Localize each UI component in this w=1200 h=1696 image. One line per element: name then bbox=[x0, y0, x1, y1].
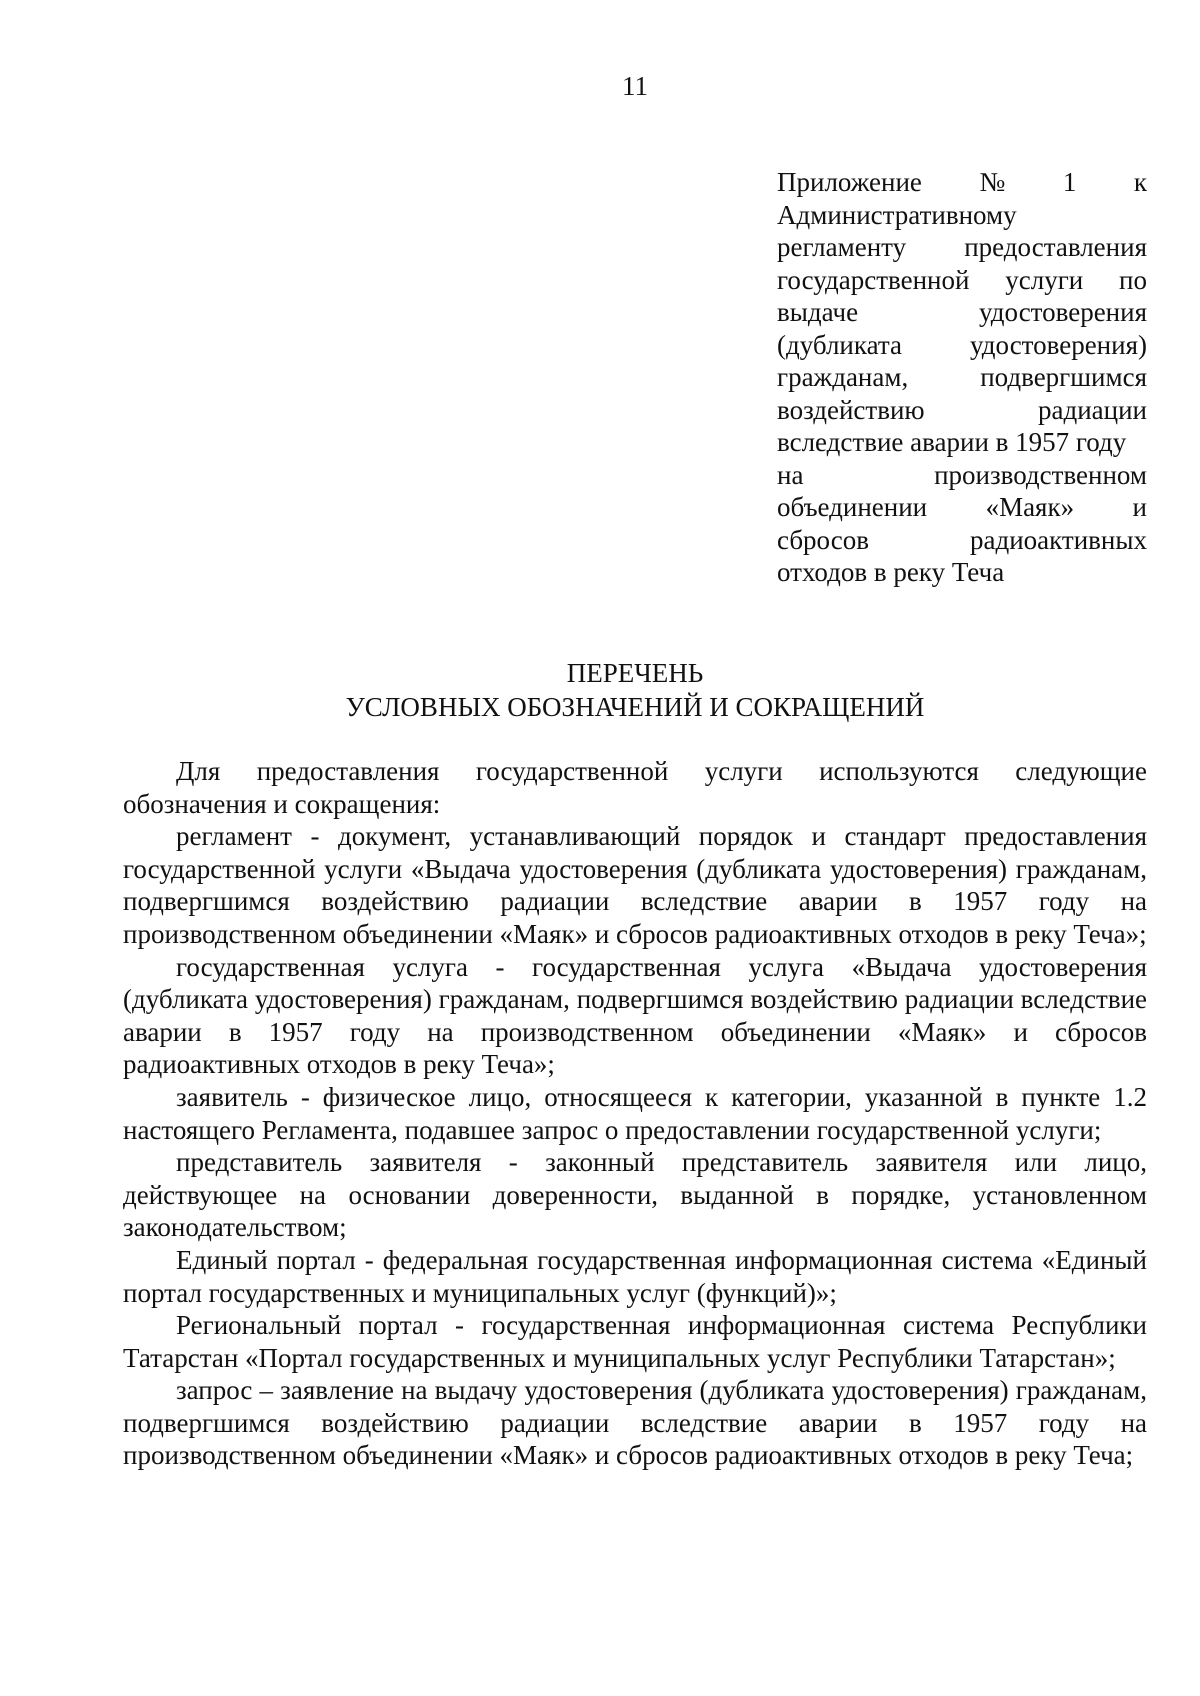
annex-word: производственном bbox=[934, 459, 1147, 490]
annex-line bbox=[777, 556, 1147, 589]
annex-line bbox=[777, 491, 1147, 524]
document-body bbox=[123, 755, 1147, 1472]
annex-word: объединении bbox=[777, 492, 928, 522]
annex-line bbox=[777, 231, 1147, 264]
annex-word: услуги bbox=[1005, 264, 1084, 295]
paragraph-definition: регламент - документ, устанавливающий порядок и стандарт предоставления государственной услуги «Выдача удостоверения (дубликата удостоверения) гражданам, подвергшимся воздействию радиации вследствие аварии в 1957 году на производственном объединении «Маяк» и сбросов радиоактивных отходов в реку Теча»; bbox=[123, 821, 1147, 949]
annex-word: гражданам, bbox=[777, 362, 909, 392]
paragraph-definition: Единый портал - федеральная государственная информационная система «Единый портал государственных и муниципальных услуг (функций)»; bbox=[123, 1244, 1147, 1308]
annex-line bbox=[777, 264, 1147, 297]
paragraph-definition: Региональный портал - государственная информационная система Республики Татарстан «Портал государственных и муниципальных услуг Республики Татарстан»; bbox=[123, 1310, 1147, 1373]
annex-word: к bbox=[1133, 167, 1147, 197]
paragraph-definition: заявитель - физическое лицо, относящееся к категории, указанной в пункте 1.2 настоящего Регламента, подавшее запрос о предоставлении государственной услуги; bbox=[123, 1081, 1147, 1145]
annex-line bbox=[777, 199, 1147, 232]
paragraph-definition: запрос – заявление на выдачу удостоверения (дубликата удостоверения) гражданам, подвергшимся воздействию радиации вследствие аварии в 1957 году на производственном объединении «Маяк» и сбросов радиоактивных отходов в реку Теча; bbox=[123, 1375, 1147, 1471]
annex-word: государственной bbox=[777, 264, 970, 295]
annex-header bbox=[777, 166, 1147, 589]
annex-line bbox=[777, 394, 1147, 427]
annex-word: Приложение bbox=[777, 167, 922, 197]
annex-word: радиоактивных bbox=[969, 524, 1147, 555]
annex-word: выдаче bbox=[777, 297, 859, 327]
annex-word: сбросов bbox=[777, 524, 869, 555]
paragraph-definition: государственная услуга - государственная услуга «Выдача удостоверения (дубликата удостоверения) гражданам, подвергшимся воздействию радиации вследствие аварии в 1957 году на производственном объединении «Маяк» и сбросов радиоактивных отходов в реку Теча»; bbox=[123, 951, 1147, 1080]
annex-line bbox=[777, 361, 1147, 394]
annex-line bbox=[777, 296, 1147, 329]
annex-line bbox=[777, 329, 1147, 362]
annex-word: предоставления bbox=[964, 232, 1147, 262]
annex-word: радиации bbox=[1037, 394, 1147, 425]
paragraph-definition: представитель заявителя - законный представитель заявителя или лицо, действующее на основании доверенности, выданной в порядке, установленном законодательством; bbox=[123, 1147, 1147, 1243]
annex-word: и bbox=[1132, 492, 1147, 522]
document-title-line1: ПЕРЕЧЕНЬ bbox=[566, 658, 704, 688]
annex-line bbox=[777, 524, 1147, 557]
annex-line bbox=[777, 426, 1147, 459]
annex-word: удостоверения) bbox=[969, 329, 1147, 360]
document-title-line2: УСЛОВНЫХ ОБОЗНАЧЕНИЙ И СОКРАЩЕНИЙ bbox=[345, 692, 925, 722]
annex-word: № bbox=[979, 167, 1006, 197]
annex-word: по bbox=[1119, 264, 1147, 295]
annex-word: 1 bbox=[1062, 167, 1077, 197]
page-number: 11 bbox=[622, 71, 648, 101]
annex-word: регламенту bbox=[777, 232, 907, 262]
annex-word: Административному bbox=[777, 199, 1017, 230]
annex-line bbox=[777, 459, 1147, 492]
annex-word: на bbox=[777, 459, 804, 490]
annex-word: отходов в реку Теча bbox=[777, 557, 1005, 587]
annex-word: вследствие аварии в 1957 году bbox=[777, 427, 1127, 457]
paragraph-intro: Для предоставления государственной услуги используются следующие обозначения и сокращения: bbox=[123, 756, 1147, 819]
annex-word: подвергшимся bbox=[980, 362, 1147, 392]
annex-word: удостоверения bbox=[978, 297, 1147, 327]
annex-word: воздействию bbox=[777, 394, 925, 425]
annex-word: «Маяк» bbox=[985, 492, 1075, 522]
annex-line bbox=[777, 166, 1147, 199]
annex-word: (дубликата bbox=[777, 329, 902, 360]
